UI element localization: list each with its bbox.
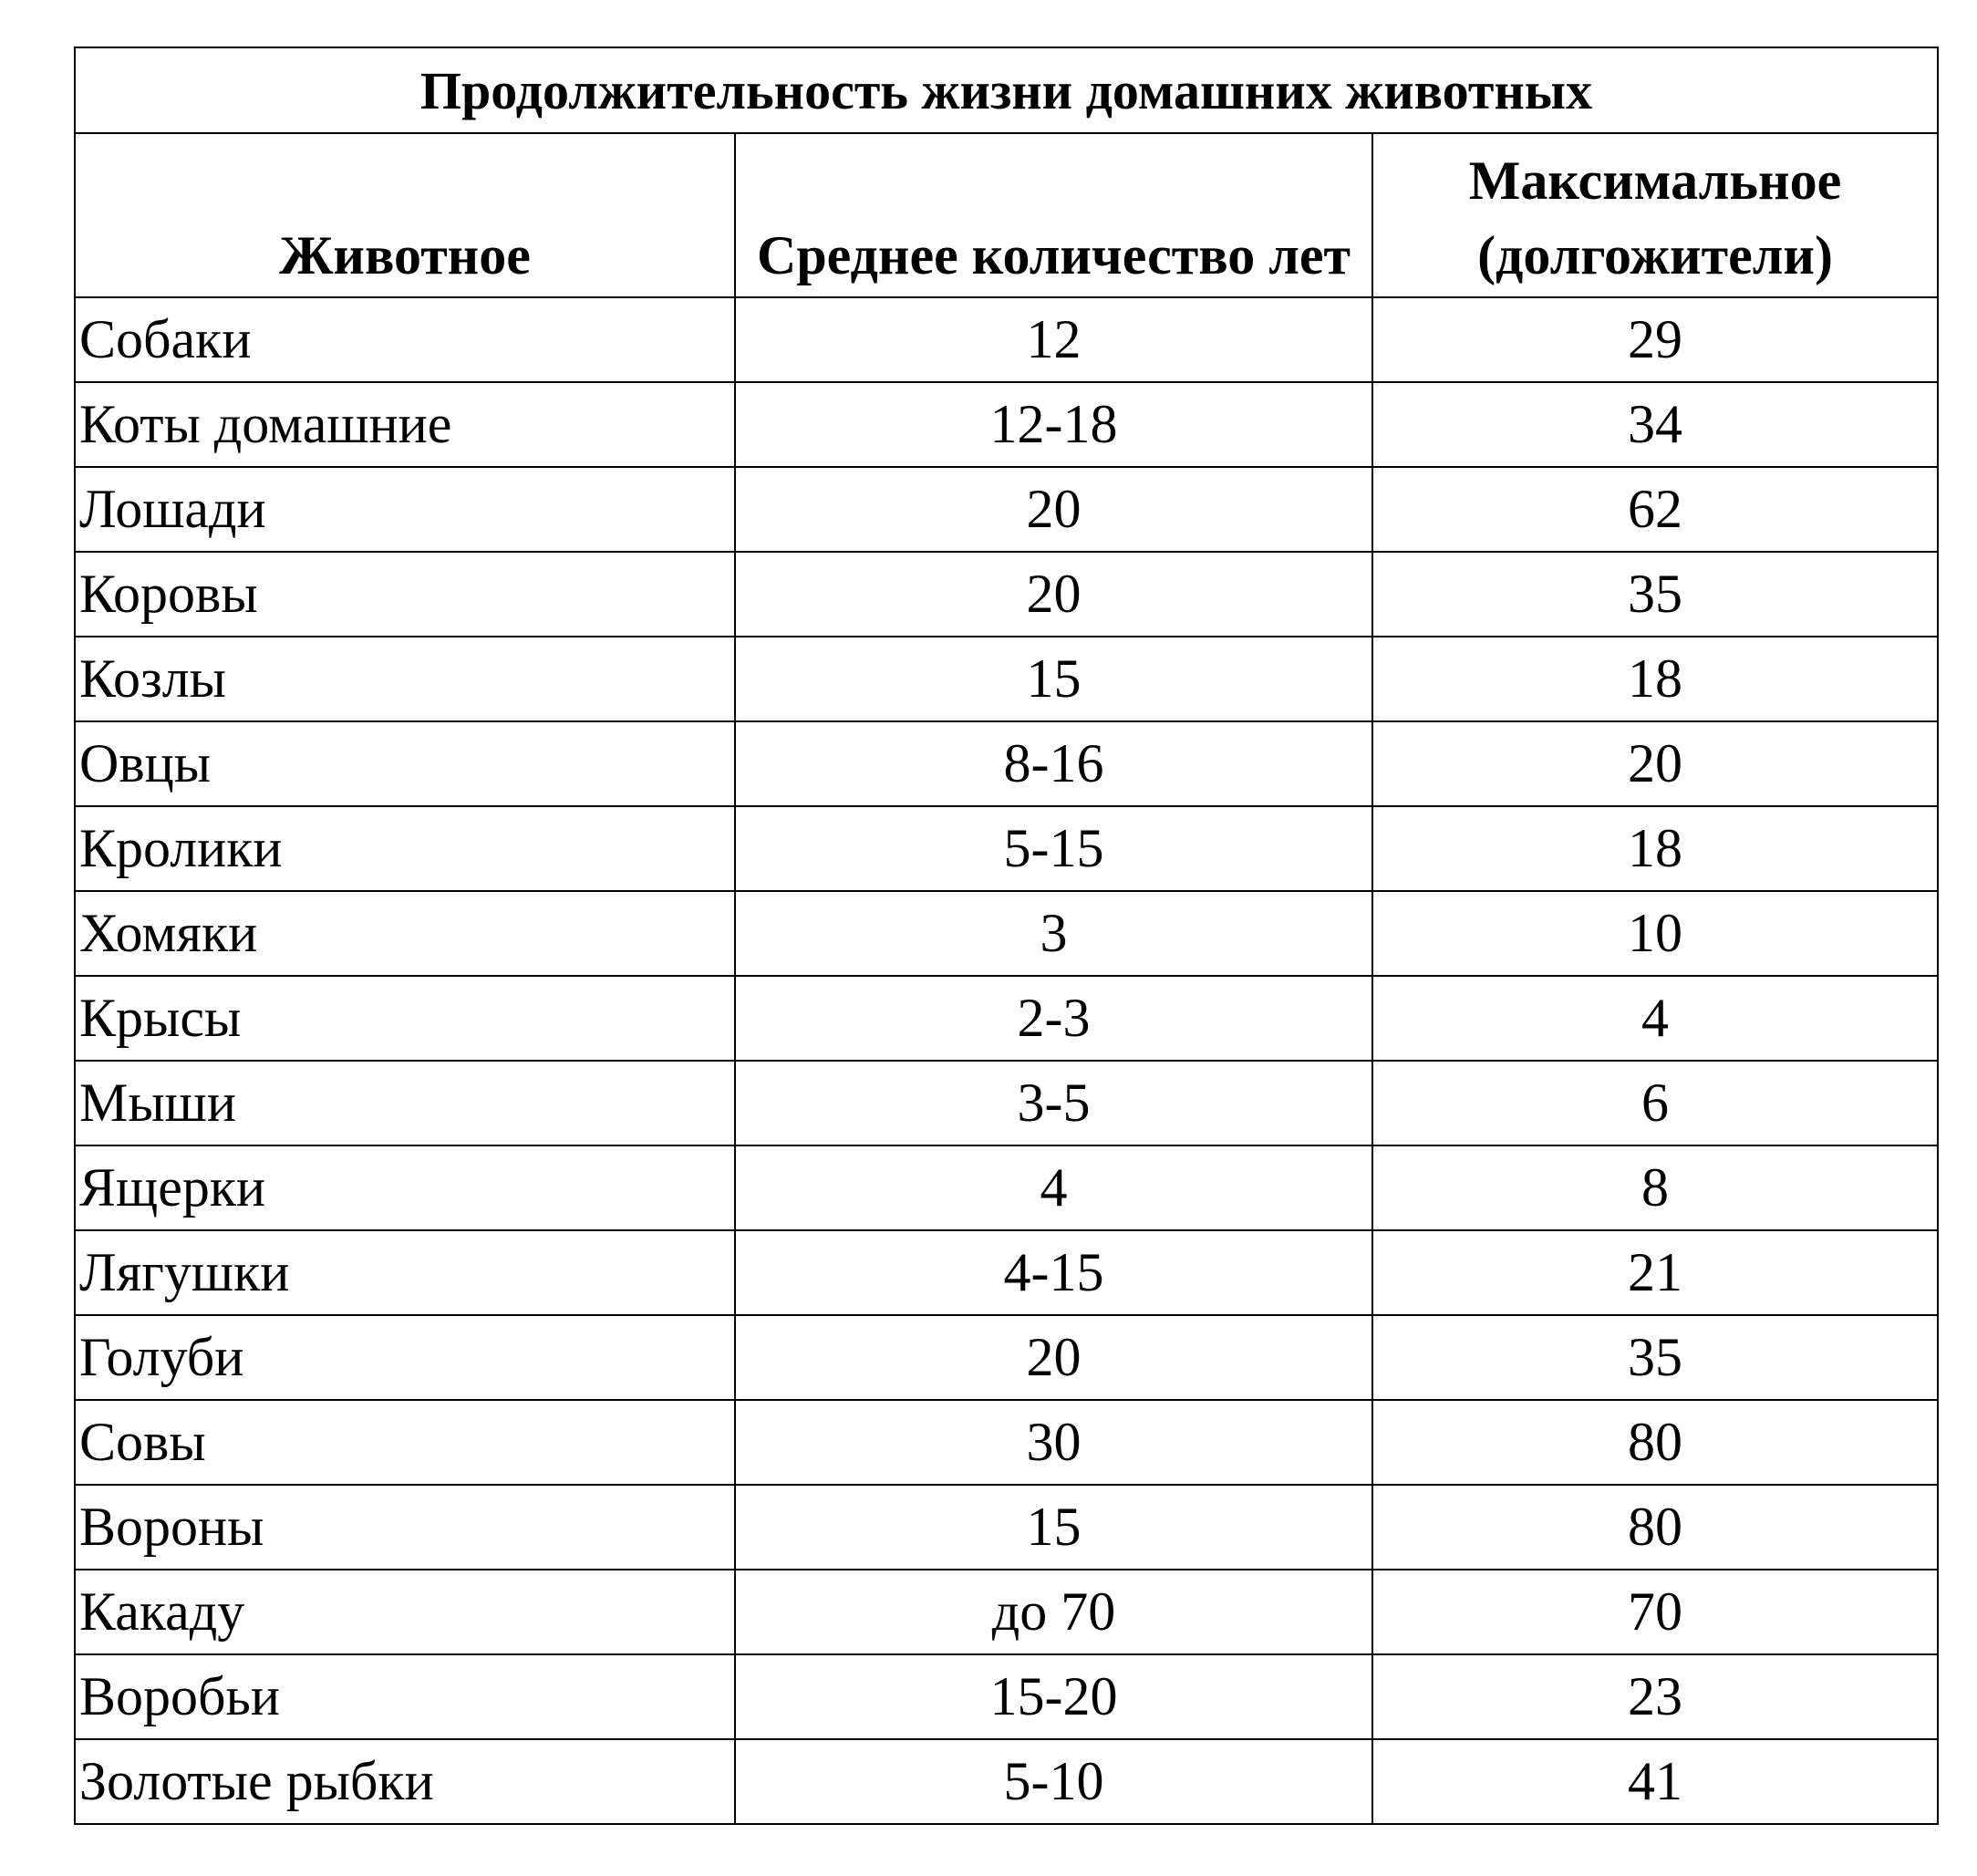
maximum-years-cell: 80 bbox=[1372, 1400, 1938, 1485]
average-years-cell: 5-15 bbox=[735, 806, 1372, 891]
table-row bbox=[75, 552, 1938, 637]
animal-cell: Хомяки bbox=[75, 891, 735, 976]
animal-cell: Ящерки bbox=[75, 1145, 735, 1230]
animal-cell: Воробьи bbox=[75, 1654, 735, 1739]
animal-cell: Крысы bbox=[75, 976, 735, 1061]
maximum-years-cell: 4 bbox=[1372, 976, 1938, 1061]
average-years-cell: до 70 bbox=[735, 1570, 1372, 1654]
average-years-cell: 20 bbox=[735, 1315, 1372, 1400]
table-row bbox=[75, 1145, 1938, 1230]
average-years-cell: 2-3 bbox=[735, 976, 1372, 1061]
animal-cell: Кролики bbox=[75, 806, 735, 891]
table-row bbox=[75, 891, 1938, 976]
maximum-years-cell: 10 bbox=[1372, 891, 1938, 976]
average-years-cell: 20 bbox=[735, 552, 1372, 637]
animal-cell: Голуби bbox=[75, 1315, 735, 1400]
animal-cell: Лягушки bbox=[75, 1230, 735, 1315]
maximum-years-cell: 34 bbox=[1372, 382, 1938, 467]
table-row bbox=[75, 1061, 1938, 1145]
average-years-cell: 4-15 bbox=[735, 1230, 1372, 1315]
average-years-cell: 20 bbox=[735, 467, 1372, 552]
table-row bbox=[75, 1570, 1938, 1654]
table-row bbox=[75, 1400, 1938, 1485]
table-row bbox=[75, 976, 1938, 1061]
header-animal: Животное bbox=[75, 133, 735, 297]
table-row bbox=[75, 1315, 1938, 1400]
maximum-years-cell: 23 bbox=[1372, 1654, 1938, 1739]
animal-cell: Коты домашние bbox=[75, 382, 735, 467]
table-row bbox=[75, 297, 1938, 382]
maximum-years-cell: 8 bbox=[1372, 1145, 1938, 1230]
header-maximum: Максимальное (долгожители) bbox=[1372, 133, 1938, 297]
table-row bbox=[75, 1485, 1938, 1570]
average-years-cell: 12-18 bbox=[735, 382, 1372, 467]
animal-cell: Овцы bbox=[75, 721, 735, 806]
maximum-years-cell: 35 bbox=[1372, 552, 1938, 637]
maximum-years-cell: 62 bbox=[1372, 467, 1938, 552]
animal-cell: Мыши bbox=[75, 1061, 735, 1145]
animal-cell: Какаду bbox=[75, 1570, 735, 1654]
table-row bbox=[75, 467, 1938, 552]
animal-cell: Вороны bbox=[75, 1485, 735, 1570]
maximum-years-cell: 70 bbox=[1372, 1570, 1938, 1654]
animal-cell: Совы bbox=[75, 1400, 735, 1485]
maximum-years-cell: 18 bbox=[1372, 637, 1938, 721]
animal-cell: Лошади bbox=[75, 467, 735, 552]
animal-cell: Собаки bbox=[75, 297, 735, 382]
average-years-cell: 30 bbox=[735, 1400, 1372, 1485]
average-years-cell: 4 bbox=[735, 1145, 1372, 1230]
maximum-years-cell: 41 bbox=[1372, 1739, 1938, 1824]
header-average-years: Среднее количество лет bbox=[735, 133, 1372, 297]
table-row bbox=[75, 1230, 1938, 1315]
animal-cell: Козлы bbox=[75, 637, 735, 721]
animal-cell: Золотые рыбки bbox=[75, 1739, 735, 1824]
maximum-years-cell: 35 bbox=[1372, 1315, 1938, 1400]
maximum-years-cell: 29 bbox=[1372, 297, 1938, 382]
lifespan-table bbox=[74, 47, 1939, 1825]
table-row bbox=[75, 806, 1938, 891]
table-row bbox=[75, 1654, 1938, 1739]
average-years-cell: 8-16 bbox=[735, 721, 1372, 806]
maximum-years-cell: 20 bbox=[1372, 721, 1938, 806]
table-row bbox=[75, 1739, 1938, 1824]
table-title: Продолжительность жизни домашних животных bbox=[75, 47, 1938, 133]
table-row bbox=[75, 382, 1938, 467]
average-years-cell: 12 bbox=[735, 297, 1372, 382]
average-years-cell: 15 bbox=[735, 1485, 1372, 1570]
average-years-cell: 5-10 bbox=[735, 1739, 1372, 1824]
maximum-years-cell: 21 bbox=[1372, 1230, 1938, 1315]
table-row bbox=[75, 637, 1938, 721]
average-years-cell: 15 bbox=[735, 637, 1372, 721]
table-row bbox=[75, 721, 1938, 806]
maximum-years-cell: 80 bbox=[1372, 1485, 1938, 1570]
average-years-cell: 3 bbox=[735, 891, 1372, 976]
maximum-years-cell: 18 bbox=[1372, 806, 1938, 891]
animal-cell: Коровы bbox=[75, 552, 735, 637]
maximum-years-cell: 6 bbox=[1372, 1061, 1938, 1145]
average-years-cell: 3-5 bbox=[735, 1061, 1372, 1145]
average-years-cell: 15-20 bbox=[735, 1654, 1372, 1739]
